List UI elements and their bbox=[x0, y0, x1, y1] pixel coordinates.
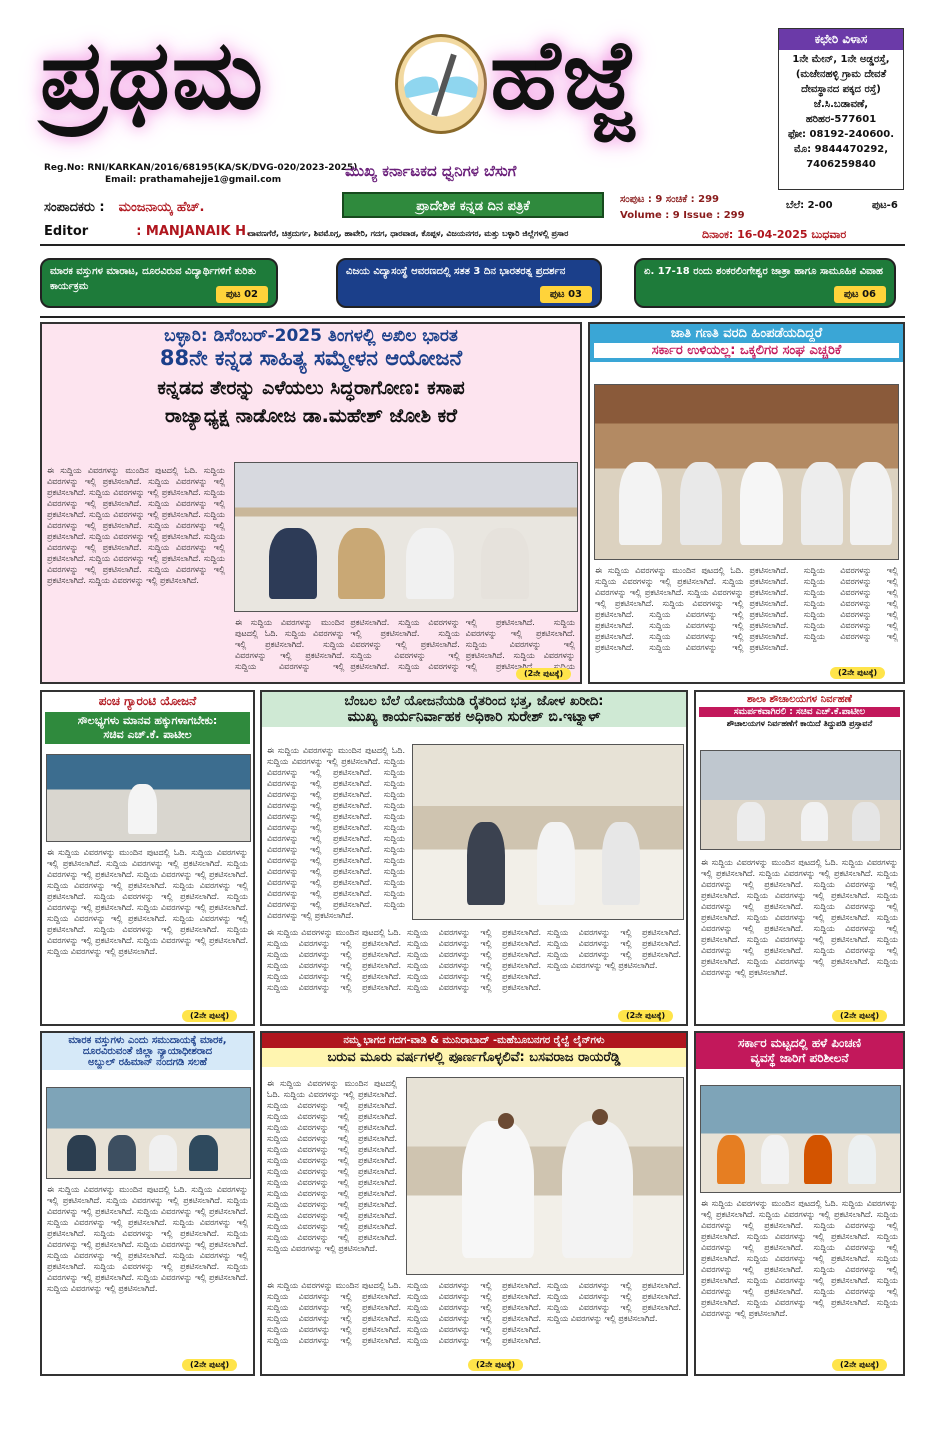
teaser-box[interactable] bbox=[40, 258, 278, 308]
volume-en: Volume : 9 Issue : 299 bbox=[620, 210, 745, 221]
consumer-headline-3: ಅಬ್ದುಲ್ ರಹಿಮಾನ್ ನಂದಗಡಿ ಸಲಹೆ bbox=[88, 1057, 207, 1068]
quill-wings-logo-icon bbox=[395, 34, 487, 134]
crop-continued[interactable]: (2ನೇ ಪುಟಕ್ಕೆ) bbox=[618, 1010, 673, 1022]
editor-kn-label: ಸಂಪಾದಕರು : bbox=[44, 200, 105, 215]
consumer-headline-band bbox=[42, 1033, 253, 1070]
office-line: ದೇವಸ್ಥಾನದ ಪಕ್ಕದ ರಸ್ತೆ) bbox=[801, 84, 881, 95]
caste-continued[interactable]: (2ನೇ ಪುಟಕ್ಕೆ) bbox=[830, 667, 885, 679]
office-address-box bbox=[778, 28, 904, 190]
pension-photo-protest bbox=[700, 1085, 901, 1193]
masthead bbox=[0, 0, 945, 250]
guarantee-article bbox=[40, 690, 255, 1026]
office-address-title: ಕಛೇರಿ ವಿಳಾಸ bbox=[779, 29, 903, 50]
pension-headline-2: ವ್ಯವಸ್ಥೆ ಜಾರಿಗೆ ಪರಿಶೀಲನೆ bbox=[750, 1051, 849, 1065]
editor-kn-name: ಮಂಜನಾಯ್ಕ ಹೆಚ್. bbox=[118, 200, 205, 215]
school-body bbox=[696, 854, 903, 1012]
teaser-page: ಪುಟ 06 bbox=[834, 286, 886, 303]
editor-en-label: Editor bbox=[44, 224, 89, 239]
editor-kannada bbox=[44, 200, 205, 215]
school-headline-2: ಸಮರ್ಪಕವಾಗಿರಲಿ : ಸಚಿವ ಎಚ್.ಕೆ.ಪಾಟೀಲ bbox=[699, 707, 900, 717]
office-line: ಜೆ.ಸಿ.ಬಡಾವಣೆ, bbox=[813, 99, 869, 110]
circulation-districts: ದಾವಣಗೆರೆ, ಚಿತ್ರದುರ್ಗ, ಶಿವಮೊಗ್ಗ, ಹಾವೇರಿ, ಗದಗ, ಧಾರವಾಡ, ಕೊಪ್ಪಳ, ವಿಜಯನಗರ, ಮತ್ತು ಬಳ್ಳಾರಿ ಜಿಲ್ಲೆಗಳಲ್ಲಿ ಪ್ರಸಾರ bbox=[248, 229, 569, 238]
consumer-body bbox=[42, 1181, 253, 1361]
lead-body-left bbox=[42, 462, 230, 682]
crop-body-bottom bbox=[262, 924, 686, 1024]
caste-photo-meeting bbox=[594, 384, 899, 560]
caste-headline-band bbox=[590, 324, 903, 362]
rail-body-bottom bbox=[262, 1277, 686, 1365]
office-line: 1ನೇ ಮೇನ್, 1ನೇ ಅಡ್ಡರಸ್ತೆ, bbox=[792, 54, 890, 65]
teaser-box[interactable] bbox=[336, 258, 602, 308]
consumer-headline-1: ಮಾರಕ ವಸ್ತುಗಳು ಎಂದು ಸಮುದಾಯಕ್ಕೆ ಮಾರಕ, bbox=[68, 1035, 227, 1046]
tagline: ಮುಖ್ಯ ಕರ್ನಾಟಕದ ಧ್ವನಿಗಳ ಬೆಸುಗೆ bbox=[345, 162, 517, 180]
teaser-page: ಪುಟ 03 bbox=[540, 286, 592, 303]
crop-body-left bbox=[262, 742, 410, 924]
office-line: ಮೊ: 9844470292, bbox=[793, 144, 889, 155]
lead-continued[interactable]: (2ನೇ ಪುಟಕ್ಕೆ) bbox=[516, 668, 571, 680]
pension-article bbox=[694, 1031, 905, 1376]
rail-continued[interactable]: (2ನೇ ಪುಟಕ್ಕೆ) bbox=[468, 1359, 523, 1371]
caste-body bbox=[590, 562, 903, 672]
guarantee-photo-stage bbox=[46, 754, 251, 842]
price: ಬೆಲೆ: 2-00 bbox=[786, 200, 833, 211]
school-continued[interactable]: (2ನೇ ಪುಟಕ್ಕೆ) bbox=[832, 1010, 887, 1022]
teaser-text: ವಿಜಯ ವಿದ್ಯಾಸಂಸ್ಥೆ ಆವರಣದಲ್ಲಿ ಸತತ 3 ದಿನ ಭಾರತರತ್ನ ಪ್ರದರ್ಶನ bbox=[346, 266, 566, 277]
school-photo-meeting bbox=[700, 750, 901, 850]
office-line: (ಮಜೇನಹಳ್ಳಿ ಗ್ರಾಮ ದೇವತೆ bbox=[795, 69, 887, 80]
editor-en-name: : MANJANAIK H. bbox=[136, 224, 251, 239]
teaser-box[interactable] bbox=[634, 258, 896, 308]
caste-census-article bbox=[588, 322, 905, 684]
masthead-divider bbox=[40, 244, 905, 246]
guarantee-headline-2: ಸೌಲಭ್ಯಗಳು ಮಾನವ ಹಕ್ಕುಗಳಾಗಬೇಕು: bbox=[77, 714, 218, 727]
teaser-divider bbox=[40, 316, 905, 318]
pension-headline-1: ಸರ್ಕಾರ ಮಟ್ಟದಲ್ಲಿ ಹಳೆ ಪಿಂಚಣಿ bbox=[737, 1036, 862, 1050]
lead-headline-4: ರಾಜ್ಯಾಧ್ಯಕ್ಷ ನಾಡೋಜ ಡಾ.ಮಹೇಶ್ ಜೋಶಿ ಕರೆ bbox=[165, 405, 457, 427]
paper-title-left: ಪ್ರಥಮ bbox=[40, 18, 266, 131]
lead-photo-press-meet bbox=[234, 462, 578, 612]
office-address-lines bbox=[779, 50, 903, 172]
guarantee-headline-band bbox=[45, 712, 250, 744]
crop-headline-band bbox=[262, 692, 686, 727]
registration-number: Reg.No: RNI/KARKAN/2016/68195(KA/SK/DVG-020/2023-2025) bbox=[44, 163, 358, 173]
lead-article bbox=[40, 322, 582, 684]
crop-headline-1: ಬೆಂಬಲ ಬೆಲೆ ಯೋಜನೆಯಡಿ ರೈತರಿಂದ ಭತ್ತ, ಜೋಳ ಖರೀದಿ: bbox=[344, 694, 604, 709]
office-line: ಹರಿಹರ-577601 bbox=[805, 114, 877, 125]
office-line: ಫೋ: 08192-240600. bbox=[787, 129, 895, 140]
rail-headline-1: ನಮ್ಮ ಭಾಗದ ಗದಗ-ವಾಡಿ & ಮುನಿರಾಬಾದ್ -ಮಹೆಬೂಬನಗರ ರೈಲ್ವೆ ಲೈನ್‌ಗಳು bbox=[262, 1033, 686, 1048]
teaser-page: ಪುಟ 02 bbox=[216, 286, 268, 303]
consumer-article bbox=[40, 1031, 255, 1376]
daily-label: ಪ್ರಾದೇಶಿಕ ಕನ್ನಡ ದಿನ ಪತ್ರಿಕೆ bbox=[342, 192, 604, 218]
pension-body bbox=[696, 1195, 903, 1361]
caste-headline-1: ಜಾತಿ ಗಣತಿ ವರದಿ ಹಿಂಪಡೆಯದಿದ್ದರೆ bbox=[670, 326, 823, 341]
crop-headline-2: ಮುಖ್ಯ ಕಾರ್ಯನಿರ್ವಾಹಕ ಅಧಿಕಾರಿ ಸುರೇಶ್ ಬಿ.ಇಟ್ನಾಳ್ bbox=[347, 709, 601, 725]
page-number: ಪುಟ-6 bbox=[872, 200, 898, 211]
consumer-photo-group bbox=[46, 1087, 251, 1179]
teaser-text: ಏ. 17-18 ರಂದು ಶಂಕರಲಿಂಗೇಶ್ವರ ಜಾತ್ರಾ ಹಾಗೂ ಸಾಮೂಹಿಕ ವಿವಾಹ bbox=[644, 266, 883, 277]
lead-headline-2: 88ನೇ ಕನ್ನಡ ಸಾಹಿತ್ಯ ಸಮ್ಮೇಳನ ಆಯೋಜನೆ bbox=[159, 346, 463, 370]
lead-headline-3: ಕನ್ನಡದ ತೇರನ್ನು ಎಳೆಯಲು ಸಿದ್ಧರಾಗೋಣ: ಕಸಾಪ bbox=[157, 377, 465, 399]
guarantee-headline-3: ಸಚಿವ ಎಚ್.ಕೆ. ಪಾಟೀಲ bbox=[103, 728, 192, 741]
rail-body-left bbox=[262, 1075, 402, 1275]
crop-photo-meeting bbox=[412, 744, 684, 920]
lead-headline-1: ಬಳ್ಳಾರಿ: ಡಿಸೆಂಬರ್-2025 ತಿಂಗಳಲ್ಲಿ ಅಖಿಲ ಭಾರತ bbox=[164, 326, 458, 346]
school-headline-1: ಶಾಲಾ ಶೌಚಾಲಯಗಳ ನಿರ್ವಹಣೆ bbox=[747, 694, 852, 705]
paper-title-right: ಹೆಜ್ಜೆ bbox=[490, 18, 640, 131]
consumer-headline-2: ದೂರವಿರುವಂತೆ ಜಿಲ್ಲಾ ನ್ಯಾಯಾಧೀಶರಾದ bbox=[82, 1046, 213, 1057]
guarantee-continued[interactable]: (2ನೇ ಪುಟಕ್ಕೆ) bbox=[182, 1010, 237, 1022]
rail-headline-2: ಬರುವ ಮೂರು ವರ್ಷಗಳಲ್ಲಿ ಪೂರ್ಣಗೊಳ್ಳಲಿವೆ: ಬಸವರಾಜ ರಾಯರೆಡ್ಡಿ bbox=[262, 1048, 686, 1067]
teaser-text: ಮಾರಕ ವಸ್ತುಗಳ ಮಾರಾಟ, ದೂರವಿರುವ ವಿದ್ಯಾರ್ಥಿಗಳಿಗೆ ಕುರಿತು ಕಾರ್ಯಕ್ರಮ bbox=[50, 266, 257, 292]
rail-photo-leaders bbox=[406, 1077, 684, 1275]
pension-headline-band bbox=[696, 1033, 903, 1069]
caste-headline-2: ಸರ್ಕಾರ ಉಳಿಯಲ್ಲ: ಒಕ್ಕಲಿಗರ ಸಂಘ ಎಚ್ಚರಿಕೆ bbox=[594, 343, 899, 358]
guarantee-body bbox=[42, 844, 253, 1014]
crop-purchase-article bbox=[260, 690, 688, 1026]
email-address[interactable]: Email: prathamahejje1@gmail.com bbox=[105, 175, 282, 185]
office-line: 7406259840 bbox=[806, 159, 876, 170]
pension-continued[interactable]: (2ನೇ ಪುಟಕ್ಕೆ) bbox=[832, 1359, 887, 1371]
volume-kn: ಸಂಪುಟ : 9 ಸಂಚಿಕೆ : 299 bbox=[620, 194, 720, 205]
volume-info bbox=[620, 192, 745, 224]
school-toilet-article bbox=[694, 690, 905, 1026]
school-headline-3: ಶೌಚಾಲಯಗಳ ನಿರ್ವಹಣೆಗೆ ಕಾಯಿದೆ ತಿದ್ದುಪಡಿ ಪ್ರಸ್ತಾವನೆ bbox=[726, 719, 873, 728]
railway-article bbox=[260, 1031, 688, 1376]
editor-english bbox=[44, 224, 251, 239]
issue-date: ದಿನಾಂಕ: 16-04-2025 ಬುಧವಾರ bbox=[702, 228, 847, 241]
consumer-continued[interactable]: (2ನೇ ಪುಟಕ್ಕೆ) bbox=[182, 1359, 237, 1371]
guarantee-headline-1: ಪಂಚ ಗ್ಯಾರಂಟಿ ಯೋಜನೆ bbox=[98, 694, 197, 708]
